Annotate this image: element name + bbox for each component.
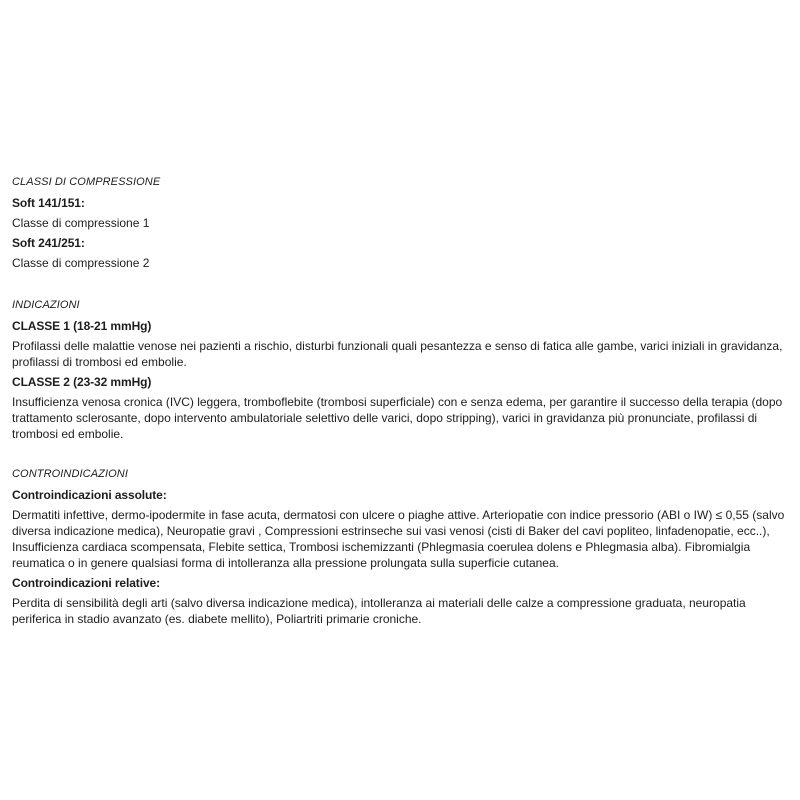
product-soft-241-251-class: Classe di compressione 2	[12, 256, 150, 270]
contraindications-heading: CONTROINDICAZIONI	[12, 468, 128, 480]
section-contraindications	[12, 466, 790, 627]
class-1-subheading: CLASSE 1 (18-21 mmHg)	[12, 319, 152, 333]
indications-heading: INDICAZIONI	[12, 299, 80, 311]
relative-contraindications-body: Perdita di sensibilità degli arti (salvo diversa indicazione medica), intolleranza ai materiali delle calze a compressione graduata, neuropatia periferica in stadio avanzato (es. diabete mellito), Poliartriti primarie croniche.	[12, 596, 746, 626]
compression-classes-heading: CLASSI DI COMPRESSIONE	[12, 176, 161, 188]
class-2-subheading: CLASSE 2 (23-32 mmHg)	[12, 375, 152, 389]
product-soft-141-151-label: Soft 141/151:	[12, 196, 85, 210]
class-2-body: Insufficienza venosa cronica (IVC) leggera, tromboflebite (trombosi superficiale) con e senza edema, per garantire il successo della terapia (dopo trattamento sclerosante, dopo intervento ambulatoriale selettivo delle varici, dopo stripping), varici in gravidanza più pronunciate, profilassi di trombosi ed embolie.	[12, 395, 783, 441]
class-1-body: Profilassi delle malattie venose nei pazienti a rischio, disturbi funzionali quali pesantezza e senso di fatica alle gambe, varici iniziali in gravidanza, profilassi di trombosi ed embolie.	[12, 339, 783, 369]
relative-contraindications-subheading: Controindicazioni relative:	[12, 576, 160, 590]
absolute-contraindications-subheading: Controindicazioni assolute:	[12, 488, 167, 502]
section-indications	[12, 297, 790, 442]
product-soft-241-251-label: Soft 241/251:	[12, 236, 85, 250]
section-compression-classes	[12, 174, 790, 271]
absolute-contraindications-body: Dermatiti infettive, dermo-ipodermite in fase acuta, dermatosi con ulcere o piaghe attive. Arteriopatie con indice pressorio (ABI o IW) ≤ 0,55 (salvo diversa indicazione medica), Neuropatie gravi , Compressioni estrinseche sui vasi venosi (cisti di Baker del cavi popliteo, linfadenopatie, ecc..), Insufficienza cardiaca scompensata, Flebite settica, Trombosi ischemizzanti (Phlegmasia coerulea dolens e Phlegmasia alba). Fibromialgia reumatica o in genere qualsiasi forma di intolleranza alla pressione prolungata sulla superficie cutanea.	[12, 508, 785, 570]
product-soft-141-151-class: Classe di compressione 1	[12, 216, 150, 230]
